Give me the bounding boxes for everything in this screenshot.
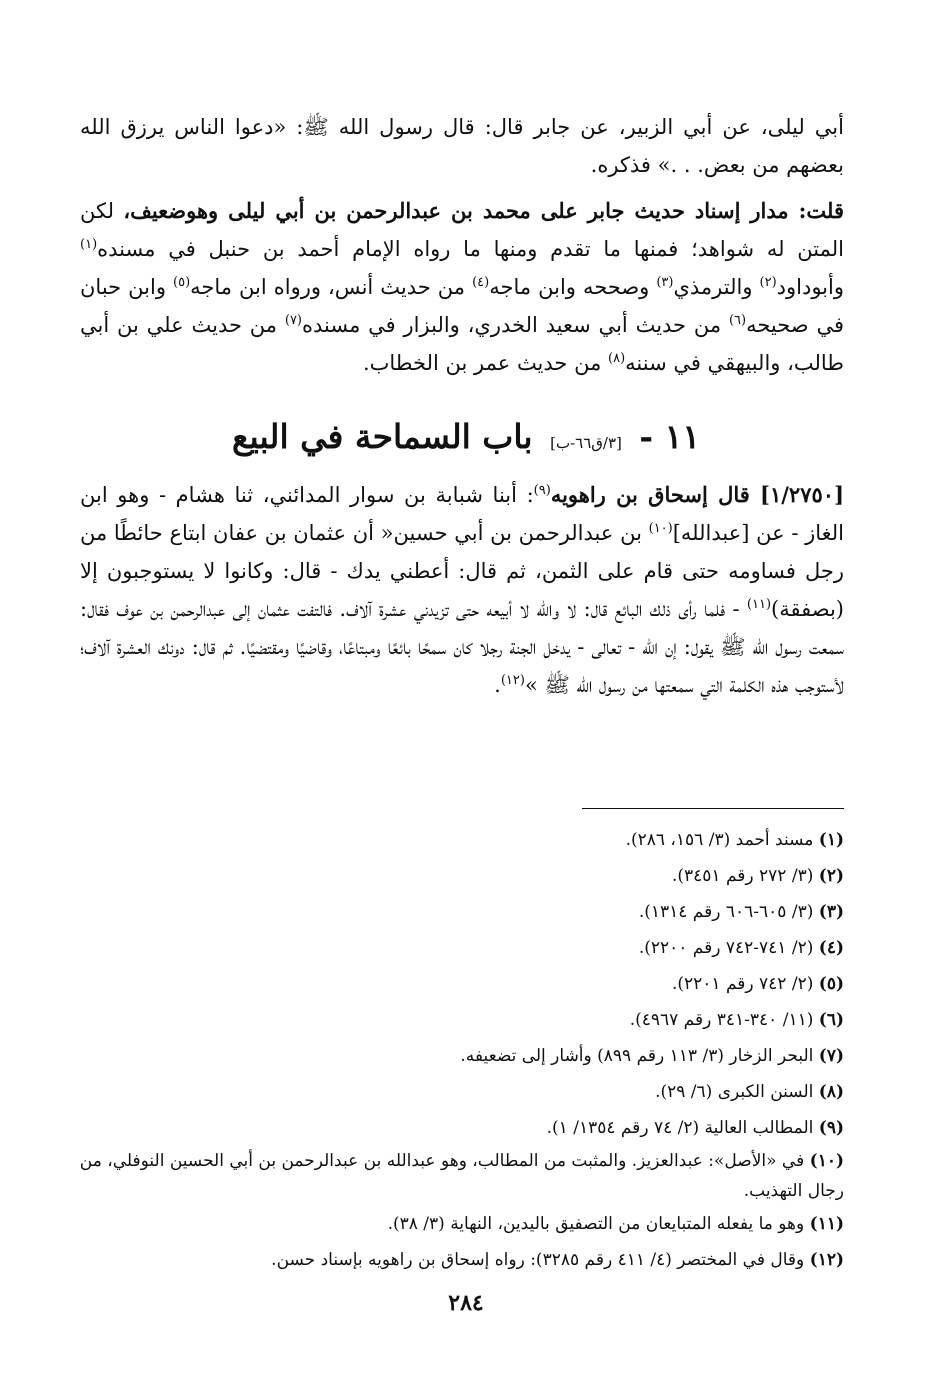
chapter-title: باب السماحة في البيع [231,417,533,456]
commentary-text: وابن حبان في صحيحه [80,275,844,337]
main-text [80,108,844,382]
footnote-ref[interactable]: (١٢) [500,673,525,688]
footnote-text: مسند أحمد (٣/ ١٥٦، ٢٨٦). [625,830,819,850]
commentary-text: وأبوداود [776,275,845,299]
footnote-number: (٨) [818,1082,844,1102]
commentary-text: من حديث علي بن أبي طالب، والبيهقي في سننه [80,313,844,375]
footnote-ref[interactable]: (١١) [746,597,772,612]
footnote-ref[interactable]: (١) [80,237,98,252]
footnote-text: (٢/ ٧٤١-٧٤٢ رقم ٢٢٠٠). [638,938,819,958]
footnote-divider [582,808,844,809]
hadith-lead: [١/٢٧٥٠] قال إسحاق بن راهويه [550,482,844,507]
manuscript-reference: [٣/ق٦٦-ب] [550,434,622,452]
footnote-ref[interactable]: (١٠) [648,521,673,536]
footnote-text: (١١/ ٣٤٠-٣٤١ رقم ٤٩٦٧). [629,1010,819,1030]
footnote-item [78,1242,844,1278]
footnote-text: (٣/ ٦٠٥-٦٠٦ رقم ١٣١٤). [638,902,819,922]
footnote-item [78,1002,844,1038]
footnote-ref[interactable]: (٦) [728,313,747,328]
hadith-text-end: . [494,673,501,697]
commentary-text: لكن المتن له شواهد؛ فمنها ما تقدم ومنها ما رواه الإمام أحمد بن حنبل في مسنده [80,199,844,261]
footnote-ref[interactable]: (٧) [284,313,302,328]
footnote-item [78,1110,844,1146]
footnote-number: (٢) [818,866,844,886]
hadith-text-segment: بن عبدالرحمن بن أبي حسين« أن عثمان بن عفان ابتاع حائطًا من رجل فساومه حتى قام على الثمن، ثم قال: أعطني يدك - قال: وكانوا لا يستوجبون إلا (بصفقة) [80,521,844,621]
footnote-number: (٣) [818,902,844,922]
footnote-text: في «الأصل»: عبدالعزيز. والمثبت من المطالب، وهو عبدالله بن عبدالرحمن بن أبي الحسين النوفلي، من رجال التهذيب. [79,1151,844,1201]
footnote-item [78,822,844,858]
footnote-ref[interactable]: (٥) [173,275,191,290]
paragraph-continuation: أبي ليلى، عن أبي الزبير، عن جابر قال: قال رسول الله ﷺ: «دعوا الناس يرزق الله بعضهم من بعض. . .» فذكره. [80,115,844,177]
footnote-ref[interactable]: (٣) [656,275,674,290]
footnote-text: وقال في المختصر (٤/ ٤١١ رقم ٣٢٨٥): رواه إسحاق بن راهويه بإسناد حسن. [271,1250,810,1270]
footnote-number: (٩) [818,1118,844,1138]
commentary-text: من حديث أنس، ورواه ابن ماجه [190,275,473,299]
footnote-ref[interactable]: (٢) [759,275,777,290]
chapter-heading [0,412,932,468]
footnote-item [78,1074,844,1110]
footnote-number: (١٠) [809,1151,844,1171]
footnote-number: (٤) [818,938,844,958]
footnote-text: السنن الكبرى (٦/ ٢٩). [655,1082,819,1102]
footnote-number: (٦) [818,1010,844,1030]
chapter-number: ١١ - [639,417,701,456]
hadith-text-segment: : أبنا شبابة بن سوار المدائني، ثنا هشام - وهو ابن الغاز - عن [عبدالله] [80,483,845,545]
footnote-ref[interactable]: (٨) [608,351,626,366]
commentary-text: من حديث أبي سعيد الخدري، والبزار في مسنده [302,313,729,337]
paragraph-commentary [80,192,844,382]
footnote-item [78,1146,844,1206]
footnote-number: (١٢) [809,1250,844,1270]
footnote-ref[interactable]: (٤) [472,275,490,290]
commentary-lead: قلت: مدار إسناد حديث جابر على محمد بن عبدالرحمن بن أبي ليلى وهوضعيف، [123,198,844,223]
footnote-item [78,858,844,894]
hadith-paragraph [80,476,844,704]
commentary-text: وصححه وابن ماجه [489,275,657,299]
footnotes-list [78,822,844,1278]
footnote-text: (٢/ ٧٤٢ رقم ٢٢٠١). [671,974,819,994]
commentary-text: من حديث عمر بن الخطاب. [362,351,608,375]
footnote-text: البحر الزخار (٣/ ١١٣ رقم ٨٩٩) وأشار إلى تضعيفه. [460,1046,819,1066]
footnote-item [78,930,844,966]
footnote-number: (٧) [818,1046,844,1066]
footnote-number: (١١) [809,1214,844,1234]
footnote-text: المطالب العالية (٢/ ٧٤ رقم ١٣٥٤/ ١). [546,1118,819,1138]
footnote-number: (٥) [818,974,844,994]
footnote-text: (٣/ ٢٧٢ رقم ٣٤٥١). [671,866,819,886]
hadith-text [80,476,844,704]
footnote-item [78,894,844,930]
footnote-item [78,966,844,1002]
footnote-number: (١) [818,830,844,850]
commentary-text: والترمذي [673,275,760,299]
hadith-text-segment: - فلما رأى ذلك البائع قال: لا والله لا أبيعه حتى تزيدني عشرة آلاف. فالتفت عثمان إلى عبدالرحمن بن عوف فقال: سمعت رسول الله ﷺ يقول: إن الله - تعالى - يدخل الجنة رجلا كان سمحًا بائعًا ومبتاعًا، وقاضيًا ومقتضيًا. ثم قال: دونك العشرة آلاف؛ لأستوجب هذه الكلمة التي سمعتها من رسول الله ﷺ » [80,597,844,697]
page-number: ٢٨٤ [448,1290,484,1316]
footnote-item [78,1206,844,1242]
footnote-item [78,1038,844,1074]
footnote-text: وهو ما يفعله المتبايعان من التصفيق باليدين، النهاية (٣/ ٣٨). [387,1214,810,1234]
footnote-ref[interactable]: (٩) [533,483,551,498]
